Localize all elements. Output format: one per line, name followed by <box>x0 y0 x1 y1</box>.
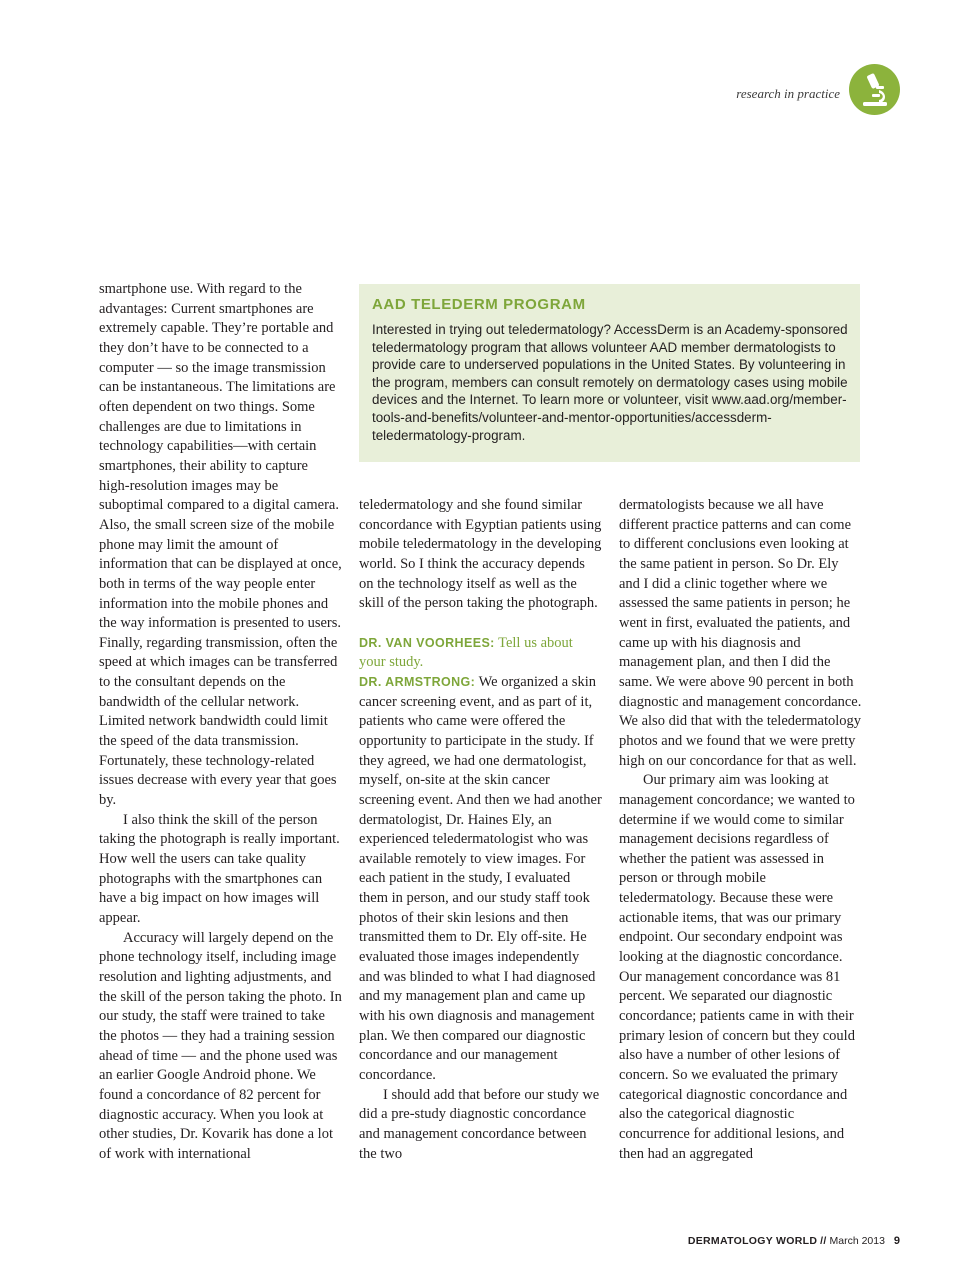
section-tag: research in practice <box>736 86 840 101</box>
speaker-label: DR. VAN VOORHEES: <box>359 635 495 650</box>
paragraph: teledermatology and she found similar concordance with Egyptian patients using mobile teledermatology in the developing world. So I think the accuracy depends on the technology itself as well as the skill of the person taking the photograph. <box>359 497 602 612</box>
paragraph: smartphone use. With regard to the advantages: Current smartphones are extremely capable. They’re portable and they don’t have to be connected to a computer — so the image transmission can be instantaneous. The limitations are often dependent on two things. Some challenges are due to limitations in technology capabilities—with certain smartphones, their ability to capture high-resolution images may be suboptimal compared to a digital camera. Also, the small screen size of the mobile phone may limit the amount of information that can be displayed at once, both in terms of the way people enter information into the mobile phones and the way information is presented to users. Finally, regarding transmission, often the speed at which images can be transferred to the consultant depends on the bandwidth of the cellular network. Limited network bandwidth could limit the speed of the data transmission. Fortunately, these technology-related issues decrease with every year that goes by. <box>99 281 342 809</box>
text-column-2 <box>359 496 602 1164</box>
footer-separator: // <box>820 1235 827 1247</box>
sidebar-title: AAD TELEDERM PROGRAM <box>372 296 586 313</box>
paragraph: I also think the skill of the person taking the photograph is really important. How well the users can take quality photographs with the smartphones can have a big impact on how images will appear. <box>99 811 340 926</box>
sidebar-box <box>359 284 860 462</box>
paragraph: I should add that before our study we did a pre-study diagnostic concordance and management concordance between the two <box>359 1086 600 1162</box>
text-column-1 <box>99 280 342 1165</box>
section-badge <box>849 64 900 115</box>
sidebar-body: Interested in trying out teledermatology? AccessDerm is an Academy-sponsored teledermatology program that allows volunteer AAD member dermatologists to provide care to underserved populations in the United States. By volunteering in the program, members can consult remotely on dermatology cases using mobile devices and the Internet. To learn more or volunteer, visit www.aad.org/member-tools-and-benefits/volunteer-and-mentor-opportunities/accessderm-teledermatology-program. <box>372 322 848 443</box>
paragraph: Our primary aim was looking at management concordance; we wanted to determine if we would come to similar management decisions regardless of whether the patient was assessed in person or through mobile teledermatology. Because these were actionable items, that was our primary endpoint. Our secondary endpoint was looking at the diagnostic concordance. Our management concordance was 81 percent. We separated our diagnostic concordance; patients came in with their primary lesion of concern but they could also have a number of other lesions of concern. So we evaluated the primary categorical diagnostic concordance and also the categorical diagnostic concurrence for additional lesions, and then had an aggregated <box>619 772 855 1162</box>
text-column-3 <box>619 496 862 1164</box>
speaker-label: DR. ARMSTRONG: <box>359 674 476 689</box>
magazine-name: DERMATOLOGY WORLD <box>687 1235 818 1247</box>
interviewee-answer <box>359 673 602 1086</box>
page-number: 9 <box>893 1235 900 1247</box>
microscope-icon <box>859 72 891 108</box>
paragraph: dermatologists because we all have different practice patterns and can come to different conclusions even looking at the same patient in person. So Dr. Ely and I did a clinic together where we assessed the same patients in person; he went in first, evaluated the patients, and came up with his diagnosis and management plan, and then I did the same. We were above 90 percent in both diagnostic and management concordance. We also did that with the teledermatology photos and we found that we were pretty high on our concordance for that as well. <box>619 497 862 769</box>
answer-text: We organized a skin cancer screening event, and as part of it, patients who came were offered the opportunity to participate in the study. If they agreed, we had one dermatologist, myself, on-site at the skin cancer screening event. And then we had another dermatologist, Dr. Haines Ely, an experienced teledermatologist who was available remotely to view images. For each patient in the study, I evaluated them in person, and our study staff took photos of their skin lesions and then transmitted them to Dr. Ely off-site. He evaluated those images independently and was blinded to what I had diagnosed and my management plan and came up with his own diagnosis and management plan. We then compared our diagnostic concordance and our management concordance. <box>359 673 602 1084</box>
page-footer <box>688 1235 900 1247</box>
issue-date: March 2013 <box>829 1235 885 1247</box>
question-text: Tell us about your study. <box>359 634 573 671</box>
paragraph: Accuracy will largely depend on the phone technology itself, including image resolution and lighting adjustments, and the skill of the person taking the photo. In our study, the staff were trained to take the photos — they had a training session ahead of time — and the phone used was an earlier Google Android phone. We found a concordance of 82 percent for diagnostic accuracy. When you look at other studies, Dr. Kovarik has done a lot of work with international <box>99 929 342 1162</box>
interviewer-question <box>359 634 602 673</box>
